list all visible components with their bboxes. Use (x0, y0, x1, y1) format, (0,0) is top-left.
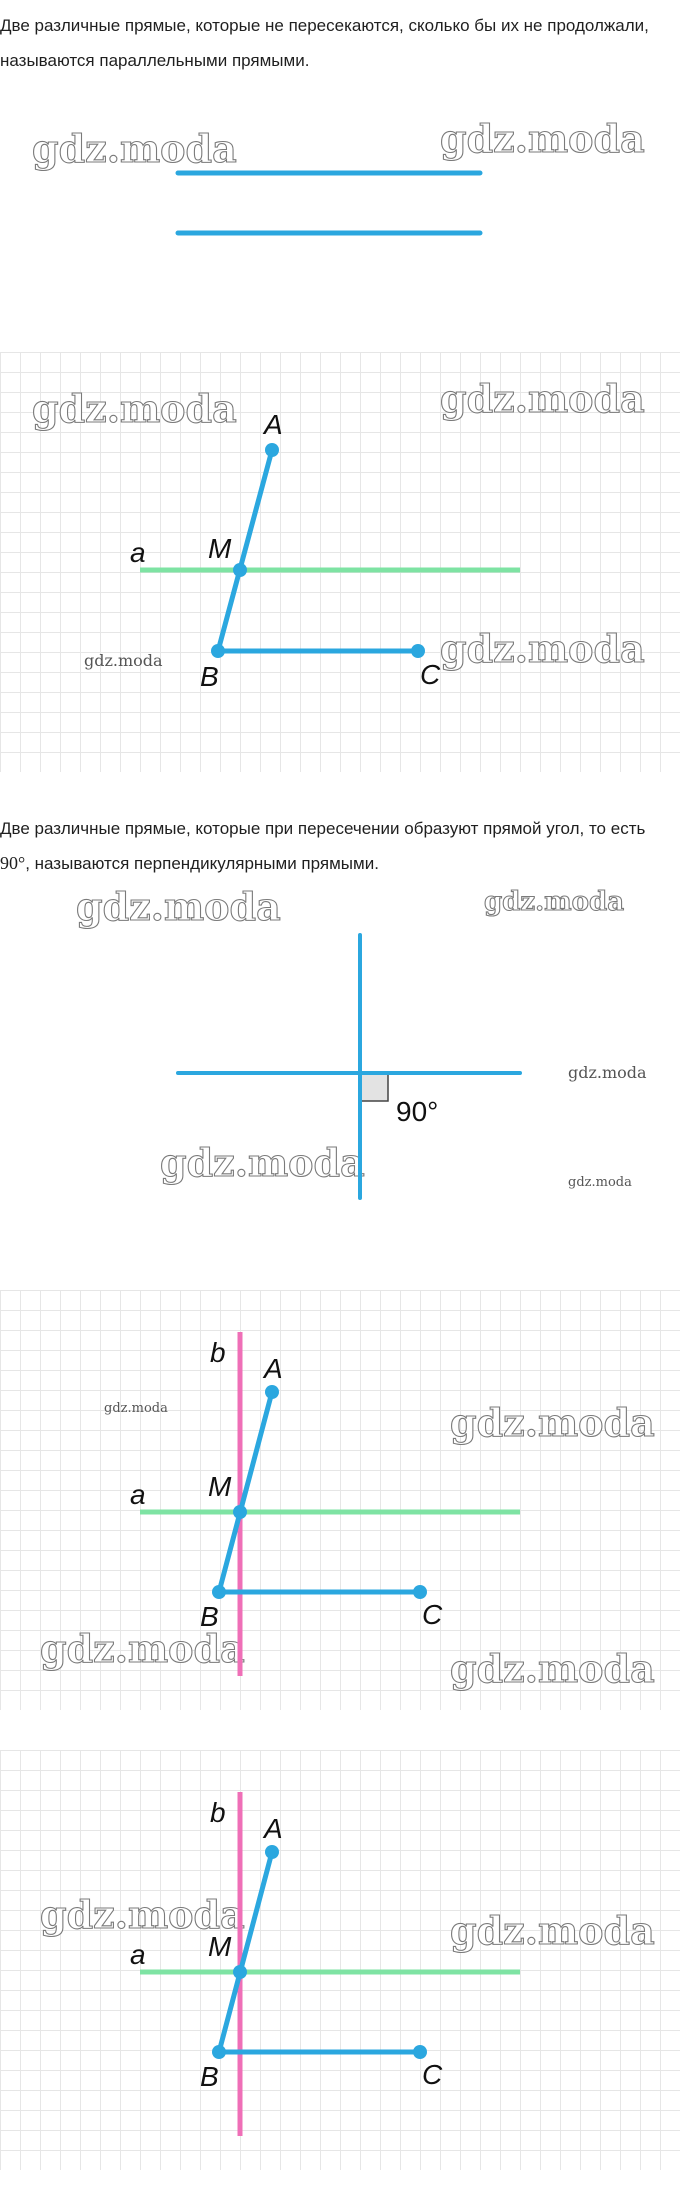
angle-figure-1 (0, 352, 680, 772)
point-M (233, 563, 247, 577)
label-M: M (208, 533, 232, 564)
label-C: C (422, 1599, 443, 1630)
angle-figure-2-svg (0, 1290, 680, 1710)
watermark: gdz.moda (450, 1646, 655, 1691)
angle-figure-1-svg (0, 352, 680, 772)
label-M: M (208, 1471, 232, 1502)
watermark: gdz.moda (32, 386, 237, 431)
parallel-lines-figure (0, 110, 680, 270)
label-B: B (200, 2061, 219, 2092)
point-B (212, 2045, 226, 2059)
perp-text-before: Две различные прямые, которые при пересечении образуют прямой угол, то есть (0, 819, 646, 838)
point-C (413, 1585, 427, 1599)
label-A: A (264, 1353, 283, 1384)
perpendicular-lines-figure (0, 880, 680, 1220)
right-angle-marker (360, 1073, 388, 1101)
point-M (233, 1505, 247, 1519)
watermark: gdz.moda (104, 1401, 168, 1416)
parallel-lines-svg (0, 110, 680, 270)
watermark: gdz.moda (76, 884, 281, 929)
watermark: gdz.moda (440, 116, 645, 161)
angle-figure-2 (0, 1290, 680, 1710)
label-A: A (264, 409, 283, 440)
angle-figure-3-svg (0, 1750, 680, 2170)
watermark: gdz.moda (484, 887, 625, 917)
watermark: gdz.moda (440, 376, 645, 421)
parallel-definition-text: Две различные прямые, которые не пересекаются, сколько бы их не продолжали, называются параллельными прямыми. (0, 16, 649, 70)
label-A: A (264, 1813, 283, 1844)
perp-text-after: , называются перпендикулярными прямыми. (25, 854, 379, 873)
watermark: gdz.moda (32, 126, 237, 171)
point-C (413, 2045, 427, 2059)
angle-label: 90° (396, 1096, 439, 1127)
watermark: gdz.moda (568, 1175, 632, 1190)
point-A (265, 443, 279, 457)
point-M (233, 1965, 247, 1979)
watermark: gdz.moda (440, 626, 645, 671)
watermark: gdz.moda (450, 1400, 655, 1445)
label-B: B (200, 1601, 219, 1632)
watermark: gdz.moda (160, 1140, 365, 1185)
perpendicular-definition-text (0, 811, 676, 881)
label-B: B (200, 661, 219, 692)
perp-text-angle: 90° (0, 853, 26, 873)
label-a: a (130, 537, 146, 568)
label-M: M (208, 1931, 232, 1962)
point-C (411, 644, 425, 658)
label-b: b (210, 1337, 226, 1368)
point-B (212, 1585, 226, 1599)
perpendicular-lines-svg (0, 880, 680, 1220)
point-B (211, 644, 225, 658)
watermark: gdz.moda (40, 1626, 245, 1671)
point-A (265, 1385, 279, 1399)
watermark: gdz.moda (568, 1063, 647, 1082)
watermark: gdz.moda (40, 1892, 245, 1937)
angle-figure-3 (0, 1750, 680, 2170)
watermark: gdz.moda (84, 651, 163, 670)
label-C: C (420, 659, 441, 690)
label-a: a (130, 1939, 146, 1970)
label-b: b (210, 1797, 226, 1828)
label-a: a (130, 1479, 146, 1510)
label-C: C (422, 2059, 443, 2090)
watermark: gdz.moda (450, 1908, 655, 1953)
point-A (265, 1845, 279, 1859)
